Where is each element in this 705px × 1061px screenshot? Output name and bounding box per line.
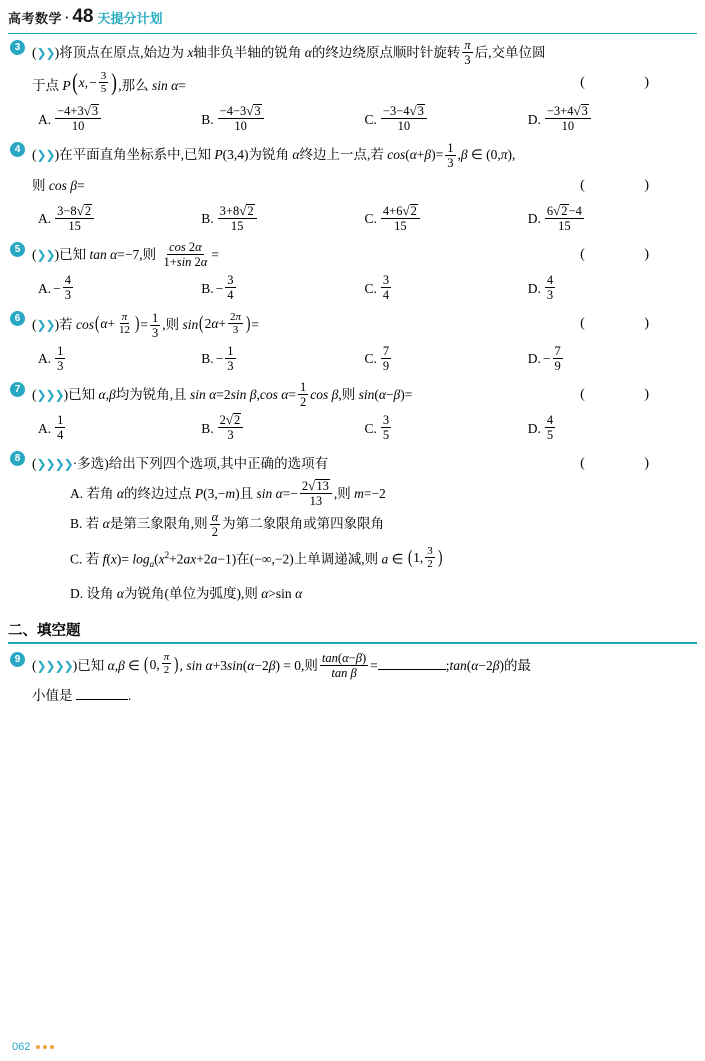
q3-answer-brackets[interactable]: ( ) — [580, 75, 677, 91]
difficulty-stars: ❯❯ — [36, 318, 55, 333]
q6-option-b-label: B. — [201, 351, 214, 367]
footer-dots-decoration — [36, 1045, 57, 1049]
question-6-stem: (❯❯)若 cos ( α + $\frac{\pi}{12}$ ) = $\frac{1}{3}$ ,则 sin ( 2 α + $\frac{2\pi}{3}$ ) = ( ) — [32, 310, 677, 340]
q8-choice-b-p2: 是第三象限角,则 — [109, 516, 208, 532]
q8-choice-c[interactable]: C. 若 $f(x)= \log_a(x^2+2ax+2a-1)$在(−∞,−2)上单调递减,则 a ∈ ( 1, $\frac{3}{2}$ ) — [70, 544, 443, 570]
q6-option-d-label: D. — [527, 351, 541, 367]
q3-option-b[interactable]: B. −4−3 √ 3 10 — [201, 105, 364, 134]
q8-choice-b[interactable]: B. 若 α是第三象限角,则 $\frac{\alpha}{2}$ 为第二象限角或第四象限角 — [70, 509, 385, 539]
q3-text-a: 将顶点在原点,始边为 — [59, 45, 184, 60]
question-9 — [0, 650, 705, 711]
header-title: 高考数学 — [8, 10, 63, 26]
q3-line2-c: = — [178, 78, 186, 94]
question-8-stem: (❯❯❯❯·多选)给出下列四个选项,其中正确的选项有 ( ) — [32, 449, 691, 479]
q8-answer-brackets[interactable]: ( ) — [580, 456, 677, 472]
question-7-stem: (❯❯❯)已知 α,β均为锐角,且 sin α=2sin β,cos α= $\frac{1}{2}$ cos β,则 sin(α−β)= ( ) — [32, 380, 677, 410]
question-7 — [0, 380, 705, 443]
question-number-badge: 9 — [10, 652, 25, 667]
q8-choice-c-p3: 上单调递减,则 — [293, 551, 379, 567]
question-number-badge: 8 — [10, 451, 25, 466]
q5-option-b[interactable]: B. − $\frac{3}{4}$ — [201, 273, 234, 303]
q4-option-c[interactable]: C. 4+6 √ 2 15 — [365, 205, 528, 234]
q7-text-c: ,则 — [338, 386, 356, 402]
q6-text-a: 若 — [59, 317, 73, 333]
q3-alpha-1: α — [304, 45, 312, 60]
q7-text-b: 均为锐角,且 — [115, 386, 187, 402]
q9-text-d: ; — [445, 657, 450, 673]
q3-options — [32, 105, 691, 134]
q3-var-x: x — [187, 45, 194, 60]
q4-option-c-label: C. — [364, 211, 377, 227]
page-footer — [12, 1041, 57, 1053]
q6-option-c-label: C. — [364, 351, 377, 367]
section-heading: 二、填空题 — [8, 623, 81, 640]
q3-text-b: 轴非负半轴的锐角 — [193, 45, 302, 60]
question-number-badge: 5 — [10, 242, 25, 257]
q3-option-d[interactable]: D. −3+4 √ 3 10 — [528, 105, 691, 134]
q7-option-c-label: C. — [364, 420, 377, 436]
q5-option-a-label: A. — [38, 280, 52, 296]
q5-option-d-label: D. — [527, 280, 541, 296]
q5-option-b-label: B. — [201, 280, 214, 296]
q7-answer-brackets[interactable]: ( ) — [580, 386, 677, 402]
page-number: 062 — [12, 1041, 31, 1053]
q4-line2-a: 则 — [32, 177, 46, 193]
q7-option-d-label: D. — [527, 420, 541, 436]
difficulty-stars: ❯❯ — [36, 148, 55, 163]
q3-option-c[interactable]: C. −3−4 √ 3 10 — [365, 105, 528, 134]
q9-line2-text: 小值是 — [32, 687, 73, 703]
q6-option-a[interactable]: A. $\frac{1}{3}$ — [38, 343, 64, 373]
q8-choice-d[interactable]: D. 设角 α为锐角(单位为弧度),则 α>sin α — [70, 586, 303, 602]
q8-choice-a-p1: A. 若角 — [70, 486, 114, 502]
section-divider — [8, 642, 697, 644]
q7-option-c[interactable]: C. $\frac{3}{5}$ — [364, 413, 390, 443]
q3-option-a[interactable]: A. −4+3 √ 3 10 — [38, 105, 201, 134]
q7-option-b[interactable]: B. 2 √ 2 3 — [201, 414, 364, 443]
q4-text-a: 在平面直角坐标系中,已知 — [59, 147, 211, 163]
q4-option-a[interactable]: A. 3−8 √ 2 15 — [38, 205, 201, 234]
q3-line2: 于点 P ( x , − $\frac{3}{5}$ ) ,那么 sin α= ( ) — [32, 69, 677, 97]
q8-choice-a-p4: ,则 — [333, 486, 351, 502]
question-8 — [0, 449, 705, 609]
question-5 — [0, 240, 705, 303]
q3-line2-a: 于点 — [32, 78, 59, 94]
q3-frac-pi-3: $\frac{\pi}{3}$ — [464, 38, 471, 68]
question-list — [0, 38, 705, 714]
q9-line2: 小值是 . — [32, 687, 132, 703]
q3-point-P: P — [62, 78, 71, 94]
q3-option-d-label: D. — [527, 111, 541, 127]
question-9-stem: (❯❯❯❯)已知 α,β ∈ ( 0, $\frac{\pi}{2}$ ) , sin α+3sin(α−2β) = 0,则 $\frac{\tan(\alpha-\beta)}{\text{tan β}}$ = ;tan(α−2β)的最 — [32, 650, 531, 680]
question-4-stem: (❯❯)在平面直角坐标系中,已知 P(3,4)为锐角 α终边上一点,若 cos(α+β)= $\frac{1}{3}$ ,β ∈ (0,π), — [32, 140, 516, 170]
q9-blank-2[interactable] — [76, 686, 128, 700]
q3-option-c-label: C. — [364, 111, 377, 127]
question-number-badge: 7 — [10, 382, 25, 397]
header-divider — [8, 33, 697, 34]
difficulty-stars: ❯❯ — [36, 46, 55, 60]
q6-option-d[interactable]: D. − $\frac{7}{9}$ — [527, 343, 561, 373]
q7-option-d[interactable]: D. $\frac{4}{5}$ — [527, 413, 554, 443]
q8-choice-c-p2: 在 — [236, 551, 250, 567]
difficulty-stars: ❯❯❯❯ — [36, 658, 73, 673]
q4-text-b: 为锐角 — [248, 147, 289, 163]
q5-option-d[interactable]: D. $\frac{4}{3}$ — [527, 273, 554, 303]
q8-choice-a-p2: 的终边过点 — [123, 486, 192, 502]
q9-text-a: 已知 — [77, 657, 105, 673]
q8-choice-b-p1: B. 若 — [70, 516, 100, 532]
q3-option-a-label: A. — [38, 111, 52, 127]
question-number-badge: 3 — [10, 40, 25, 55]
q5-options — [32, 274, 691, 303]
q5-option-c[interactable]: C. $\frac{3}{4}$ — [364, 273, 390, 303]
q8-choice-c-p1: C. 若 — [70, 551, 100, 567]
q4-line2: 则 cos β= ( ) — [32, 171, 691, 201]
q6-options — [32, 345, 691, 374]
q5-text-a: 已知 — [59, 246, 87, 262]
q8-choice-b-p3: 为第二象限角或第四象限角 — [222, 516, 385, 532]
q4-options — [32, 202, 691, 234]
q8-choice-a-p3: 且 — [239, 486, 254, 502]
q4-option-d-label: D. — [527, 211, 541, 227]
q9-text-b: , — [179, 657, 183, 673]
question-3 — [0, 38, 705, 134]
q4-option-d[interactable]: D. 6 √ 2 −4 15 — [527, 202, 582, 233]
q4-option-a-label: A. — [38, 211, 52, 227]
q9-text-c: ,则 — [301, 657, 318, 673]
q8-choice-d-p2: 为锐角(单位为弧度),则 — [123, 586, 258, 602]
q8-choice-a[interactable]: A. 若角 α的终边过点 P(3,−m)且 sin α=− 2 √ 13 13 ,则 m=−2 — [70, 478, 386, 509]
q9-text-e: 的最 — [503, 657, 531, 673]
q5-option-c-label: C. — [364, 280, 377, 296]
q7-text-a: 已知 — [68, 386, 96, 402]
q4-text-c: 终边上一点,若 — [299, 147, 384, 163]
q4-answer-brackets[interactable]: ( ) — [580, 177, 677, 193]
q7-option-b-label: B. — [201, 420, 214, 436]
difficulty-stars: ❯❯❯ — [36, 387, 64, 402]
question-4 — [0, 140, 705, 233]
q7-options — [32, 414, 691, 443]
q3-line2-b: ,那么 — [118, 78, 149, 94]
q5-answer-brackets[interactable]: ( ) — [580, 246, 677, 262]
header-number: 48 — [72, 6, 94, 27]
q8-choice-d-p1: D. 设角 — [70, 586, 114, 602]
q4-option-b-label: B. — [201, 211, 214, 227]
q8-text-a: 给出下列四个选项,其中正确的选项有 — [108, 456, 329, 472]
q7-option-a[interactable]: A. $\frac{1}{4}$ — [38, 413, 64, 443]
q3-coord: ( x , − $\frac{3}{5}$ ) — [71, 69, 118, 97]
question-number-badge: 4 — [10, 142, 25, 157]
q6-option-c[interactable]: C. $\frac{7}{9}$ — [364, 343, 390, 373]
question-3-stem: (❯❯)将顶点在原点,始边为 x轴非负半轴的锐角 α的终边绕原点顺时针旋转 $\frac{\pi}{3}$ 后,交单位圆 — [32, 38, 546, 68]
q5-text-b: ,则 — [139, 246, 157, 262]
q9-blank-1[interactable] — [378, 656, 446, 670]
question-number-badge: 6 — [10, 311, 25, 326]
q6-answer-brackets[interactable]: ( ) — [580, 316, 677, 332]
q6-option-a-label: A. — [38, 351, 52, 367]
q8-multi-label: ·多选 — [72, 456, 105, 472]
difficulty-stars: ❯❯ — [36, 247, 55, 262]
header-dot: · — [65, 9, 70, 25]
q3-text-d: 后,交单位圆 — [474, 45, 546, 60]
q4-option-b[interactable]: B. 3+8 √ 2 15 — [201, 205, 364, 234]
q3-text-c: 的终边绕原点顺时针旋转 — [311, 45, 461, 60]
q8-choice-d-p3: >sin — [268, 586, 292, 602]
q3-option-b-label: B. — [201, 111, 214, 127]
page-header — [0, 0, 705, 34]
question-5-stem: (❯❯)已知 tan α=−7,则 $\frac{\cos 2\alpha}{1+\sin 2\alpha}$ = ( ) — [32, 240, 677, 270]
q5-option-a[interactable]: A. − $\frac{4}{3}$ — [38, 273, 71, 303]
q6-text-b: ,则 — [162, 317, 180, 333]
q7-option-a-label: A. — [38, 420, 52, 436]
header-subtitle: 天提分计划 — [97, 10, 163, 26]
q6-option-b[interactable]: B. − $\frac{1}{3}$ — [201, 343, 234, 373]
difficulty-stars: ❯❯❯❯ — [36, 457, 73, 472]
question-6 — [0, 309, 705, 373]
